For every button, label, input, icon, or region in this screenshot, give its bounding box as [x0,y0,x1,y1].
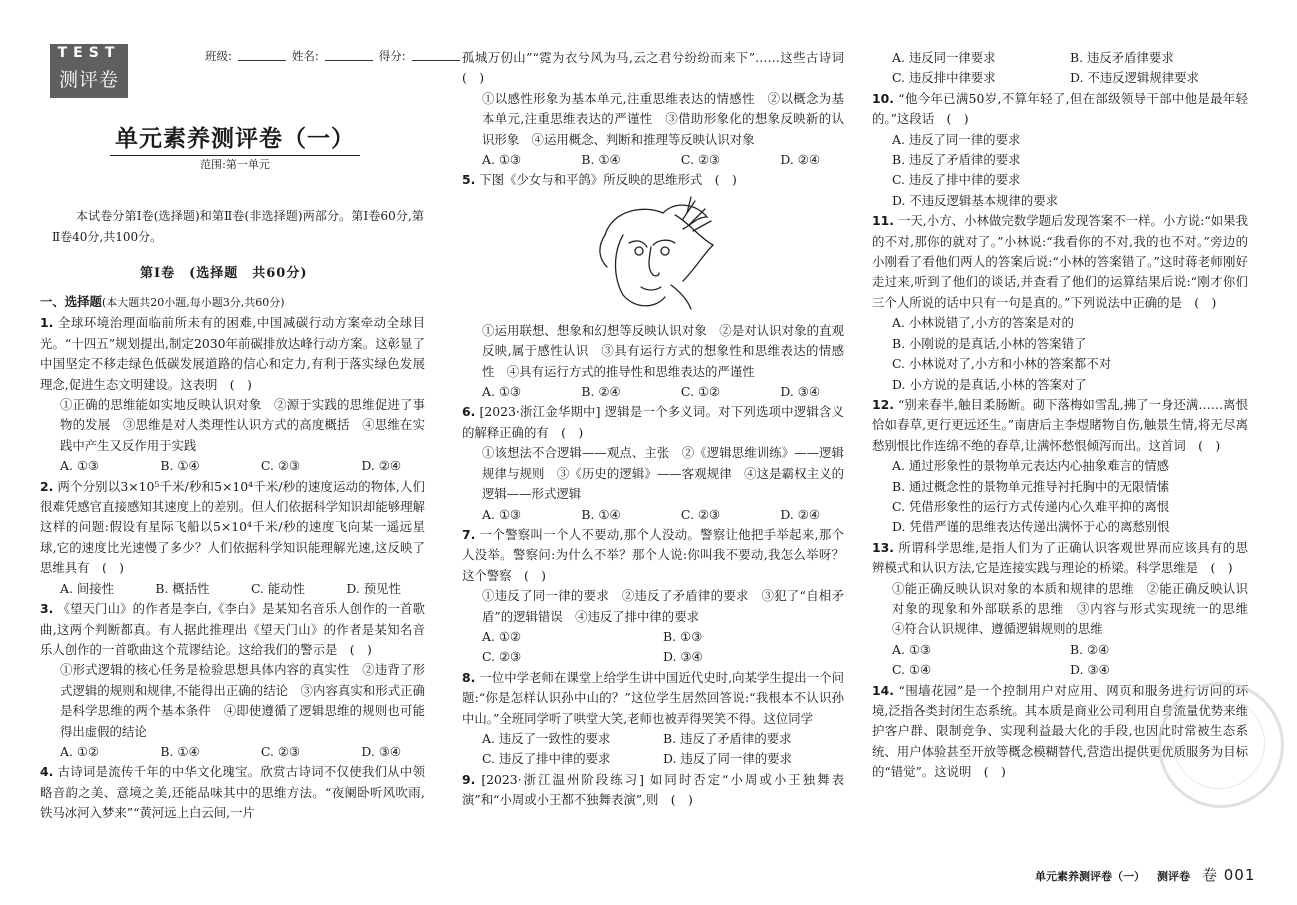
option-c[interactable]: C. 凭借形象性的运行方式传递内心久难平抑的离恨 [892,498,1170,514]
column-2 [462,48,857,811]
girl-and-dove-illustration [583,195,723,315]
question-5 [462,170,844,402]
question-number: 3. [40,601,54,617]
logo-top-text: TEST [50,44,128,62]
question-2 [40,477,425,599]
option-a[interactable]: A. 小林说错了,小方的答案是对的 [892,315,1074,331]
option-d[interactable]: D. ②④ [780,152,820,168]
question-number: 11. [872,213,894,229]
score-blank[interactable] [412,48,460,61]
column-1 [40,292,425,824]
option-a[interactable]: A. 间接性 [60,580,114,596]
question-statements: ①形式逻辑的核心任务是检验思想具体内容的真实性 ②违背了形式逻辑的规则和规律,不能得出正确的结论 ③内容真实和形式正确是科学思维的两个基本条件 ④即使遵循了逻辑思维的规则也可能得出虚假的结论 [60,662,425,739]
exam-intro: 本试卷分第Ⅰ卷(选择题)和第Ⅱ卷(非选择题)两部分。第Ⅰ卷60分,第Ⅱ卷40分,共100分。 [52,209,424,244]
question-10 [872,89,1248,211]
question-number: 4. [40,764,54,780]
option-a[interactable]: A. ①③ [482,384,522,400]
question-number: 10. [872,90,894,106]
question-stem: 古诗词是流传千年的中华文化瑰宝。欣赏古诗词不仅使我们从中领略音韵之美、意境之美,还能品味其中的思维方法。“夜阑卧听风吹雨,铁马冰河入梦来”“黄河远上白云间,一片 [40,764,425,821]
footer-tag: 测评卷 [1157,870,1190,883]
question-statements: ①能正确反映认识对象的本质和规律的思维 ②能正确反映认识对象的现象和外部联系的思维 ③内容与形式实现统一的思维 ④符合认识规律、遵循逻辑规则的思维 [892,580,1261,637]
question-number: 14. [872,682,894,698]
question-statements: ①违反了同一律的要求 ②违反了矛盾律的要求 ③犯了“自相矛盾”的逻辑错误 ④违反了排中律的要求 [482,588,844,624]
question-statements: ①运用联想、想象和幻想等反映认识对象 ②是对认识对象的直观反映,属于感性认识 ③具有运行方式的想象性和思维表达的情感性 ④具有运行方式的推导性和思维表达的严谨性 [482,322,844,379]
option-d[interactable]: D. ③④ [780,384,820,400]
question-statements: ①该想法不合逻辑——观点、主张 ②《逻辑思维训练》——逻辑规律与规则 ③《历史的逻辑》——客观规律 ④这是霸权主义的逻辑——形式逻辑 [482,445,844,502]
option-b[interactable]: B. ①④ [581,506,621,522]
option-b[interactable]: B. ①③ [663,628,703,644]
option-a[interactable]: A. 通过形象性的景物单元表达内心抽象难言的情感 [892,458,1170,474]
option-a[interactable]: A. 违反了一致性的要求 [482,730,611,746]
section-title: 一、选择题 [40,294,102,309]
section-note: (本大题共20小题,每小题3分,共60分) [101,296,285,309]
column-3 [872,48,1261,783]
option-b[interactable]: B. 小刚说的是真话,小林的答案错了 [892,335,1087,351]
option-c[interactable]: C. ②③ [680,152,721,168]
option-d[interactable]: D. ②④ [361,458,401,474]
question-stem: “他今年已满50岁,不算年轻了,但在部级领导干部中他是最年轻的。”这段话 ( ) [872,90,1248,127]
question-number: 13. [872,539,894,555]
option-b[interactable]: B. 违反了矛盾律的要求 [663,730,792,746]
test-logo [50,44,128,100]
question-stem: 两个分别以3×10⁵千米/秒和5×10⁴千米/秒的速度运动的物体,人们很难凭感官直接感知其速度上的差别。但人们依据科学知识却能够理解这样的问题:假设有星际飞船以5×10⁴千米/秒的速度飞向某一遥远星球,它的速度比光速慢了多少？人们依据科学知识能理解光速,这反映了思维具有 ( ) [40,478,425,576]
option-a[interactable]: A. ①③ [892,641,932,657]
question-statements: ①正确的思维能如实地反映认识对象 ②源于实践的思维促进了事物的发展 ③思维是对人类理性认识方式的高度概括 ④思维在实践中产生又反作用于实践 [60,397,425,453]
question-stem: 一个警察叫一个人不要动,那个人没动。警察让他把手举起来,那个人没举。警察问:为什么不举？那个人说:你叫我不要动,我怎么举呀？这个警察 ( ) [462,526,844,583]
option-d[interactable]: D. 不违反逻辑基本规律的要求 [892,192,1059,208]
option-a[interactable]: A. ①② [60,743,100,759]
option-c[interactable]: C. 违反了排中律的要求 [482,751,611,767]
option-a[interactable]: A. ①③ [482,506,522,522]
question-stem: 全球环境治理面临前所未有的困难,中国减碳行动方案牵动全球目光。“十四五”规划提出,制定2030年前碳排放达峰行动方案。这彰显了中国坚定不移走绿色低碳发展道路的信心和定力,有利于落实绿色发展理念,促进生态文明建设。这表明 ( ) [40,315,425,392]
option-c[interactable]: C. ②③ [260,743,301,759]
option-b[interactable]: B. ②④ [1070,641,1110,657]
question-stem: “围墙花园”是一个控制用户对应用、网页和服务进行访问的环境,泛指各类封闭生态系统。其本质是商业公司利用自身流量优势来维护客户群、限制竞争、实现利益最大化的手段,也因此时常被生态系统、用户体验甚至开放等概念模糊替代,营造出提供更优质服务为目标的“错觉”。这说明 ( ) [872,682,1248,780]
page-number: 卷 001 [1202,866,1256,884]
option-c[interactable]: C. 小林说对了,小方和小林的答案都不对 [892,356,1112,372]
question-11 [872,211,1248,395]
option-a[interactable]: A. 违反了同一律的要求 [892,131,1021,147]
question-stem: 一天,小方、小林做完数学题后发现答案不一样。小方说:“如果我的不对,那你的就对了。”小林说:“我看你的不对,我的也不对。”旁边的小刚看了看他们两人的答案后说:“小林的答案错了。”这时蒋老师刚好走过来,听到了他们的谈话,并查看了他们的运算结果后说:“刚才你们三个人所说的话中只有一句是真的。”下列说法中正确的是 ( ) [872,213,1248,310]
option-c[interactable]: C. ②③ [260,458,301,474]
question-3 [40,599,425,762]
question-stem: 《望天门山》的作者是李白,《李白》是某知名音乐人创作的一首歌曲,这两个判断都真。有人据此推理出《望天门山》的作者是某知名音乐人创作的一首歌曲这个荒谬结论。这给我们的警示是 ( ) [40,601,425,657]
footer-label: 单元素养测评卷（一） [1035,870,1145,883]
option-d[interactable]: D. 小方说的是真话,小林的答案对了 [892,376,1087,392]
name-blank[interactable] [325,48,373,61]
question-4 [40,762,425,823]
question-12 [872,395,1248,538]
option-c[interactable]: C. ①④ [892,662,932,678]
option-d[interactable]: D. ③④ [361,743,401,759]
option-c[interactable]: C. 违反排中律要求 [892,70,996,86]
question-number: 6. [462,404,476,420]
option-d[interactable]: D. 凭借严谨的思维表达传递出满怀于心的离愁别恨 [892,519,1170,535]
question-statements: ①以感性形象为基本单元,注重思维表达的情感性 ②以概念为基本单元,注重思维表达的严谨性 ③借助形象化的想象反映新的认识形象 ④运用概念、判断和推理等反映认识对象 [482,90,844,147]
option-d[interactable]: D. ③④ [1070,662,1110,678]
student-info [205,48,460,64]
option-a[interactable]: A. 违反同一律要求 [892,50,996,65]
option-a[interactable]: A. ①③ [60,458,100,474]
question-number: 5. [462,172,476,188]
question-number: 1. [40,315,54,331]
option-b[interactable]: B. ①④ [160,458,200,474]
option-d[interactable]: D. 违反了同一律的要求 [663,751,792,767]
logo-bottom-text: 测评卷 [50,62,128,98]
option-c[interactable]: C. 违反了排中律的要求 [892,172,1021,188]
option-c[interactable]: C. ②③ [482,649,522,665]
option-c[interactable]: C. ①② [680,384,721,400]
question-stem: [2023·浙江金华期中] 逻辑是一个多义词。对下列选项中逻辑含义的解释正确的有 ( ) [462,404,844,440]
option-c[interactable]: C. ②③ [680,506,721,522]
option-a[interactable]: A. ①② [482,628,522,644]
question-13 [872,538,1261,681]
question-7 [462,525,844,668]
option-b[interactable]: B. ①④ [160,743,200,759]
question-stem: 一位中学老师在课堂上给学生讲中国近代史时,向某学生提出一个问题:“你是怎样认识孙中山的？”这位学生居然回答说:“我根本不认识孙中山。”全班同学听了哄堂大笑,老师也被弄得哭笑不得。这位同学 [462,669,844,726]
option-d[interactable]: D. 不违反逻辑规律要求 [1070,70,1199,86]
option-b[interactable]: B. 通过概念性的景物单元推导衬托胸中的无限情愫 [892,478,1170,494]
question-1 [40,313,425,476]
part-title: 第Ⅰ卷 (选择题 共60分) [140,266,308,281]
option-b[interactable]: B. 概括性 [155,580,210,596]
option-c[interactable]: C. 能动性 [250,580,306,596]
question-number: 8. [462,669,476,685]
question-9 [462,770,844,811]
option-b[interactable]: B. ①④ [581,152,621,168]
class-blank[interactable] [238,48,286,61]
question-8 [462,668,844,770]
question-stem: 所谓科学思维,是指人们为了正确认识客观世界而应该具有的思辨模式和认识方法,它是连接实践与理论的桥梁。科学思维是 ( ) [872,539,1248,576]
name-label: 姓名: [291,49,319,63]
option-b[interactable]: B. 违反了矛盾律的要求 [892,152,1021,168]
question-6 [462,402,844,524]
score-label: 得分: [378,49,406,63]
question-stem: [2023·浙江温州阶段练习] 如同时否定“小周或小王独舞表演”和“小周或小王都不独舞表演”,则 ( ) [462,771,844,808]
option-d[interactable]: D. ③④ [663,649,703,665]
question-stem: 下图《少女与和平鸽》所反映的思维形式 ( ) [479,172,737,188]
option-d[interactable]: D. 预见性 [346,580,401,596]
question-number: 7. [462,526,476,542]
option-a[interactable]: A. ①③ [482,152,522,168]
exam-scope: 范围:第一单元 [200,158,270,171]
option-d[interactable]: D. ②④ [780,506,820,522]
question-number: 2. [40,478,54,494]
option-b[interactable]: B. 违反矛盾律要求 [1070,50,1174,65]
watermark-stamp [1158,682,1284,808]
question-number: 9. [462,771,476,787]
option-b[interactable]: B. ②④ [581,384,621,400]
class-label: 班级: [205,49,232,63]
question-stem: “别来春半,触目柔肠断。砌下落梅如雪乱,拂了一身还满……离恨恰如春草,更行更远还生。”南唐后主李煜睹物自伤,触景生情,将无尽离愁别恨比作连绵不绝的春草,让满怀愁恨倾泻而出。这首词 ( ) [872,396,1248,453]
page-footer [1035,864,1255,885]
question-4-continued: 孤城万仞山”“霓为衣兮风为马,云之君兮纷纷而来下”……这些古诗词 ( ) [462,50,857,86]
question-number: 12. [872,396,894,412]
page-title: 单元素养测评卷（一） [110,120,360,156]
